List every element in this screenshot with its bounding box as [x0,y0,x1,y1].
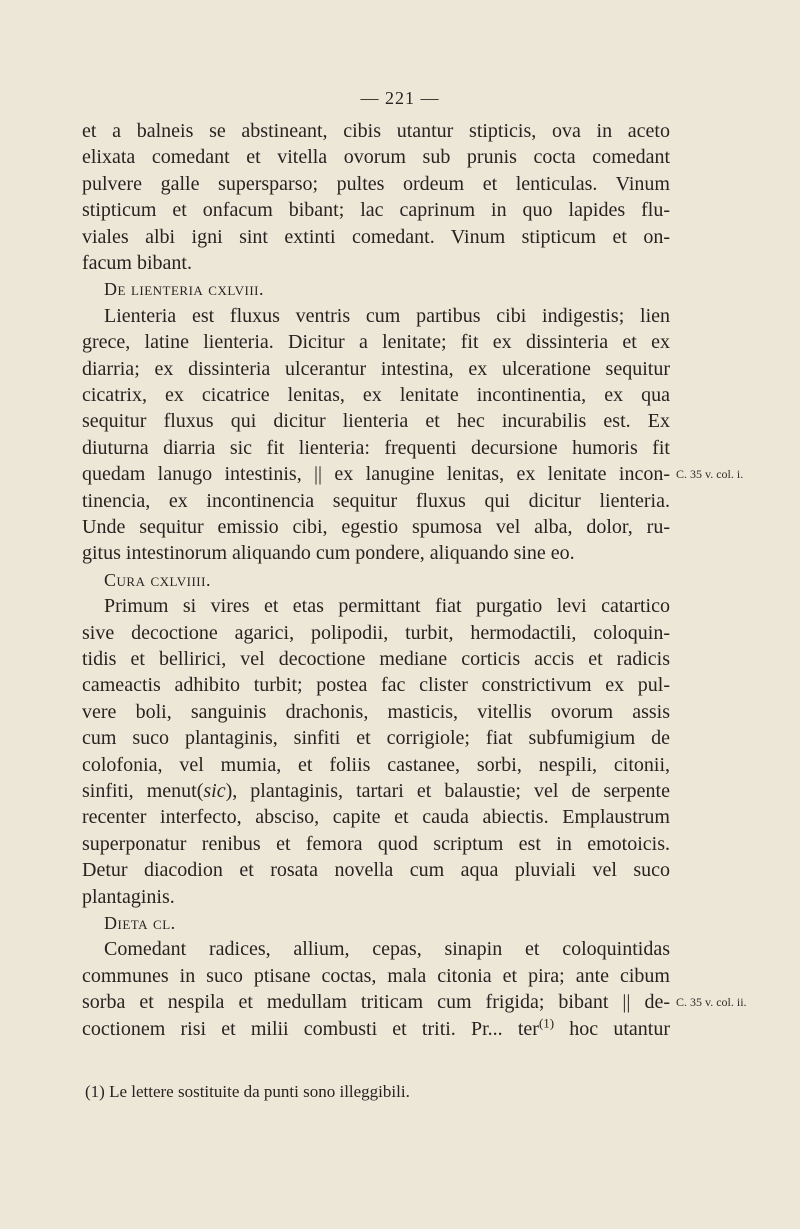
text-line: communes in suco ptisane coctas, mala citonia et pira; ante cibum [82,964,670,987]
page-number: — 221 — [360,88,440,108]
section-heading: De lienteria cxlviii. [104,279,264,300]
text-line: Unde sequitur emissio cibi, egestio spumosa vel alba, dolor, ru- [82,516,670,538]
text-line: sequitur fluxus qui dicitur lienteria et hec incurabilis est. Ex [82,410,670,433]
text-line: Lienteria est fluxus ventris cum partibus cibi indigestis; lien [104,304,670,327]
text-line: cum suco plantaginis, sinfiti et corrigiole; fiat subfumigium de [82,727,670,750]
text-line: superponatur renibus et femora quod scriptum est in emotoicis. [82,832,670,855]
section-heading: Dieta cl. [104,913,176,933]
text-line: sinfiti, menut(sic), plantaginis, tartari et balaustie; vel de serpente [82,780,670,802]
text-line: tidis et bellirici, vel decoctione mediane corticis accis et radicis [82,648,670,670]
text-line: Detur diacodion et rosata novella cum aqua pluviali vel suco [82,859,670,882]
text-line: Comedant radices, allium, cepas, sinapin et coloquintidas [104,938,670,961]
text-line: sive decoctione agarici, polipodii, turbit, hermodactili, coloquin- [82,621,670,644]
margin-note: C. 35 v. col. i. [676,467,744,482]
text-line: colofonia, vel mumia, et foliis castanee, sorbi, nespili, citonii, [82,753,670,776]
text-line: coctionem risi et milii combusti et triti. Pr... ter$^{(1)}$ hoc utantur [82,1014,670,1040]
text-line: diuturna diarria sic fit lienteria: frequenti decursione humoris fit [82,436,670,459]
text-line: sorba et nespila et medullam triticam cum frigida; bibant || de- [82,991,670,1014]
footnote: (1) Le lettere sostituite da punti sono illeggibili. [85,1082,410,1101]
text-line: facum bibant. [82,252,192,274]
text-line: pulvere galle supersparso; pultes ordeum et lenticulas. Vinum [82,172,670,195]
section-heading: Cura cxlviiii. [104,569,211,590]
text-line: tinencia, ex incontinencia sequitur fluxus qui dicitur lienteria. [82,489,670,512]
text-line: quedam lanugo intestinis, || ex lanugine lenitas, ex lenitate incon- [82,463,670,486]
footnote-reference: (1) [538,1014,555,1030]
text-line: diarria; ex dissinteria ulcerantur intestina, ex ulceratione sequitur [82,357,670,380]
text-line: vere boli, sanguinis drachonis, masticis, vitellis ovorum assis [82,700,670,723]
text-line: stipticum et onfacum bibant; lac caprinum in quo lapides flu- [82,199,670,222]
margin-note: C. 35 v. col. ii. [676,995,747,1010]
text-line: gitus intestinorum aliquando cum pondere, aliquando sine eo. [82,542,575,565]
text-line: viales albi igni sint extinti comedant. Vinum stipticum et on- [82,225,670,248]
text-line: cameactis adhibito turbit; postea fac clister constrictivum ex pul- [82,674,670,697]
text-line: cicatrix, ex cicatrice lenitas, ex lenitate incontinentia, ex qua [82,384,670,406]
text-line: elixata comedant et vitella ovorum sub prunis cocta comedant [82,146,670,169]
text-line: plantaginis. [82,885,175,908]
text-line: grece, latine lienteria. Dicitur a lenitate; fit ex dissinteria et ex [82,331,670,354]
text-line: et a balneis se abstineant, cibis utantur stipticis, ova in aceto [82,120,670,142]
text-line: recenter interfecto, absciso, capite et cauda abiectis. Emplaustrum [82,806,670,829]
text-line: Primum si vires et etas permittant fiat purgatio levi catartico [104,595,670,618]
